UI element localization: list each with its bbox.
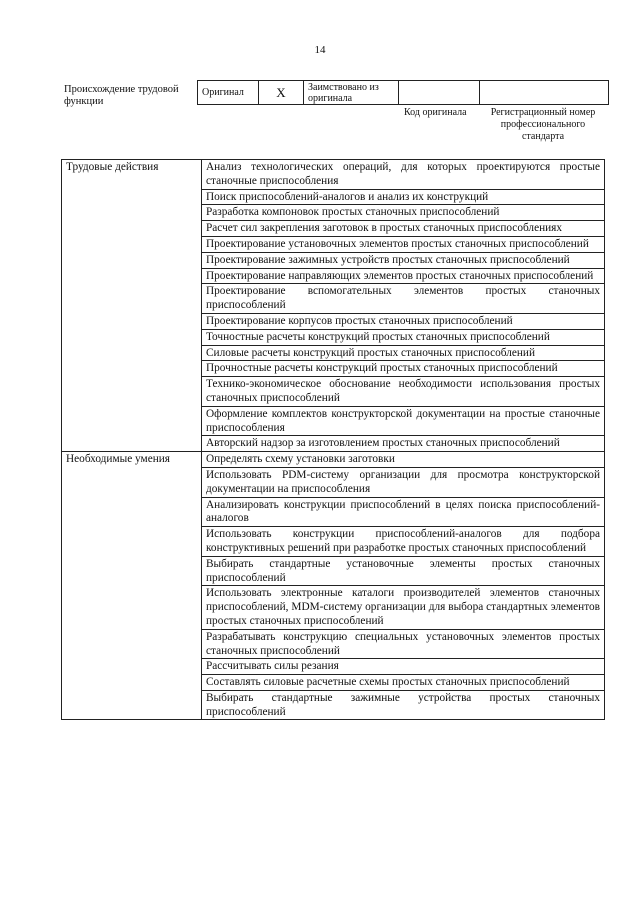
table-cell: Точностные расчеты конструкций простых станочных приспособлений xyxy=(202,329,605,345)
table-cell: Проектирование зажимных устройств простых станочных приспособлений xyxy=(202,252,605,268)
table-cell: Использовать конструкции приспособлений-аналогов для подбора конструктивных решений при разработке простых станочных приспособлений xyxy=(202,527,605,557)
table-cell: Использовать PDM-систему организации для просмотра конструкторской документации на приспособления xyxy=(202,467,605,497)
table-cell: Технико-экономическое обоснование необходимости использования простых станочных приспособлений xyxy=(202,377,605,407)
table-cell: Поиск приспособлений-аналогов и анализ их конструкций xyxy=(202,189,605,205)
original-mark: X xyxy=(259,81,304,105)
page-number: 14 xyxy=(314,44,326,56)
table-cell: Определять схему установки заготовки xyxy=(202,452,605,468)
origin-table xyxy=(197,80,609,105)
labor-function-table xyxy=(61,159,605,720)
borrowed-cell: Заимствовано из оригинала xyxy=(304,81,399,105)
origin-label: Происхождение трудовой функции xyxy=(64,84,179,107)
section-title: Трудовые действия xyxy=(62,160,202,452)
original-code-label: Код оригинала xyxy=(404,107,467,118)
original-code-cell xyxy=(399,81,480,105)
registration-number-cell xyxy=(480,81,609,105)
table-cell: Рассчитывать силы резания xyxy=(202,659,605,675)
table-cell: Расчет сил закрепления заготовок в простых станочных приспособлениях xyxy=(202,221,605,237)
table-cell: Проектирование установочных элементов простых станочных приспособлений xyxy=(202,236,605,252)
table-cell: Анализ технологических операций, для которых проектируются простые станочные приспособления xyxy=(202,160,605,190)
table-cell: Выбирать стандартные зажимные устройства простых станочных приспособлений xyxy=(202,690,605,720)
section-title: Необходимые умения xyxy=(62,452,202,720)
table-row xyxy=(62,452,605,468)
registration-number-label: Регистрационный номер профессионального стандарта xyxy=(490,107,596,142)
table-cell: Использовать электронные каталоги производителей элементов станочных приспособлений, MDM-систему организации для выбора стандартных элементов простых станочных приспособлений xyxy=(202,586,605,629)
original-cell: Оригинал xyxy=(198,81,259,105)
table-cell: Разработка компоновок простых станочных приспособлений xyxy=(202,205,605,221)
table-cell: Проектирование направляющих элементов простых станочных приспособлений xyxy=(202,268,605,284)
table-cell: Проектирование корпусов простых станочных приспособлений xyxy=(202,313,605,329)
table-cell: Силовые расчеты конструкций простых станочных приспособлений xyxy=(202,345,605,361)
table-cell: Разрабатывать конструкцию специальных установочных элементов простых станочных приспособлений xyxy=(202,629,605,659)
table-cell: Прочностные расчеты конструкций простых станочных приспособлений xyxy=(202,361,605,377)
table-cell: Оформление комплектов конструкторской документации на простые станочные приспособления xyxy=(202,406,605,436)
table-cell: Анализировать конструкции приспособлений в целях поиска приспособлений-аналогов xyxy=(202,497,605,527)
table-row xyxy=(62,160,605,190)
table-cell: Выбирать стандартные установочные элементы простых станочных приспособлений xyxy=(202,556,605,586)
table-cell: Проектирование вспомогательных элементов простых станочных приспособлений xyxy=(202,284,605,314)
table-cell: Составлять силовые расчетные схемы простых станочных приспособлений xyxy=(202,675,605,691)
table-cell: Авторский надзор за изготовлением простых станочных приспособлений xyxy=(202,436,605,452)
